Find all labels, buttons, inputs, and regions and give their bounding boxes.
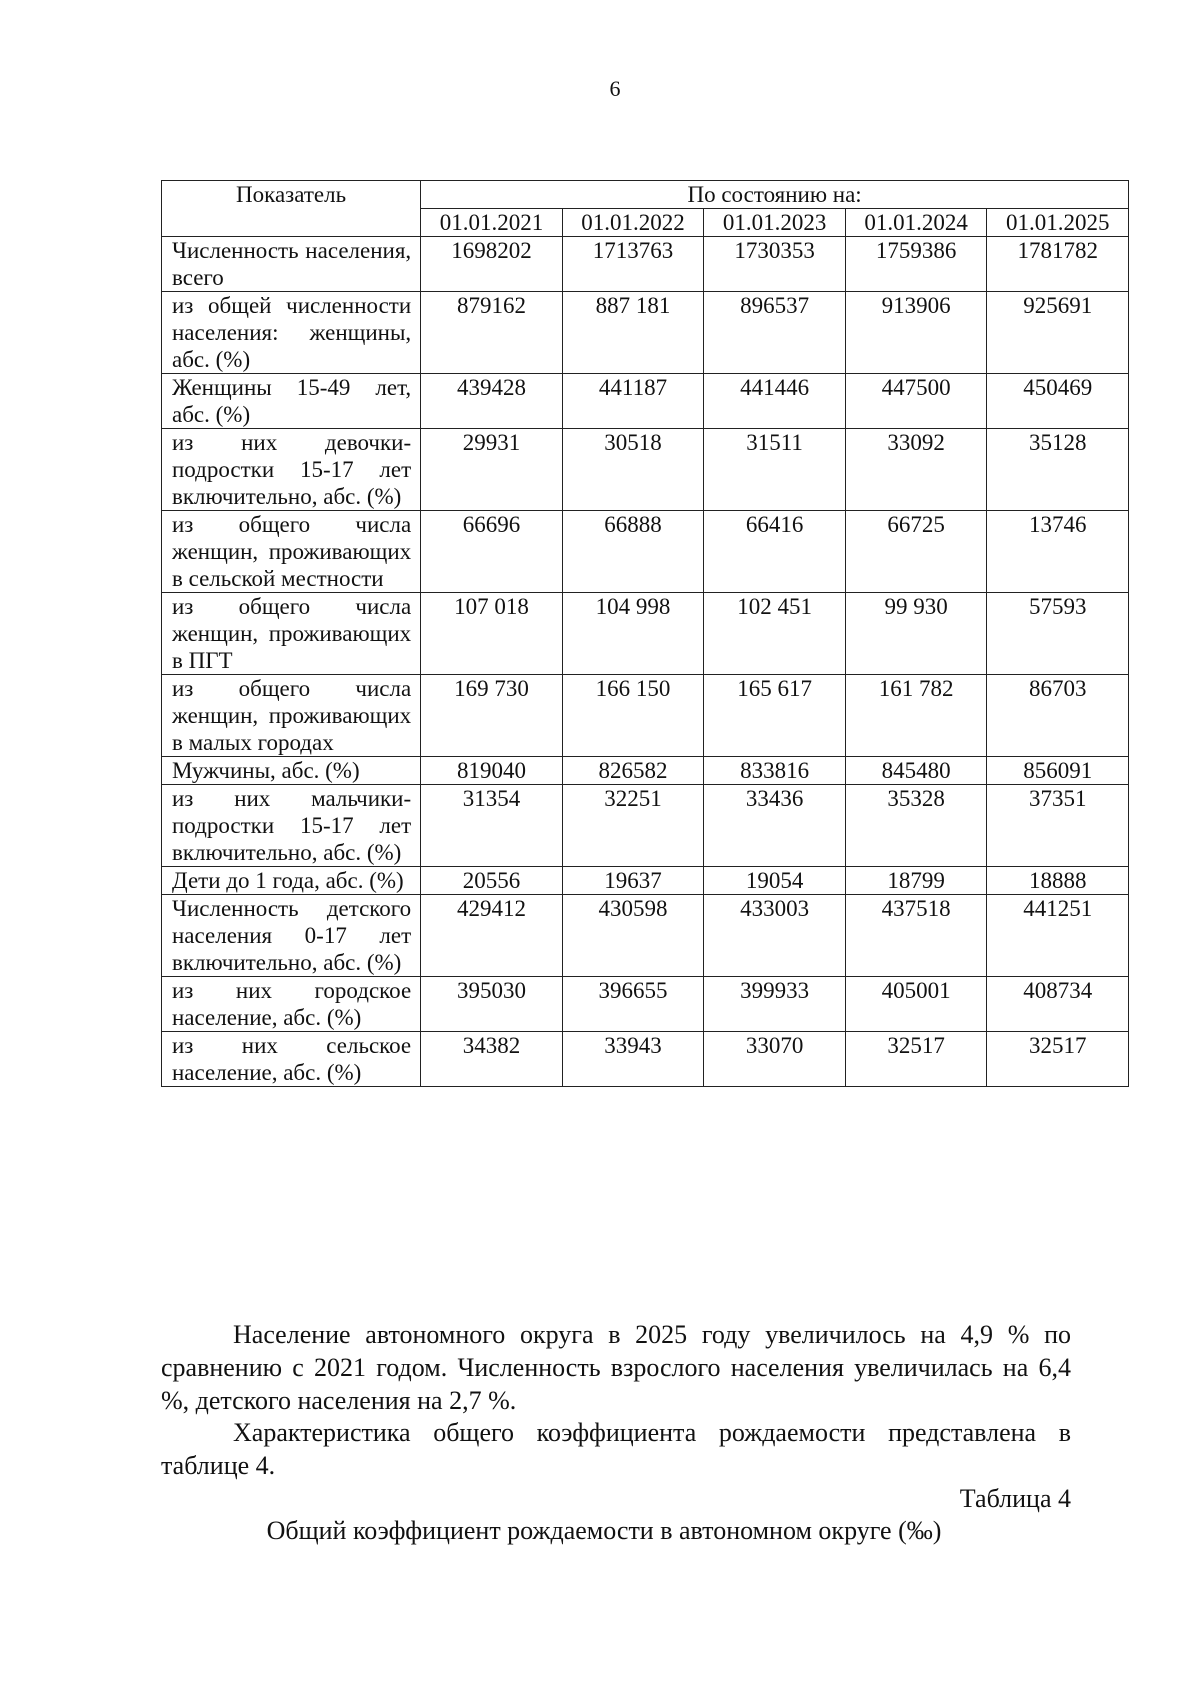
table-cell-value: 1698202: [421, 237, 563, 292]
table-cell-value: 33436: [704, 785, 846, 867]
table-cell-value: 441446: [704, 374, 846, 429]
table-cell-value: 161 782: [845, 675, 987, 757]
table-cell-value: 33070: [704, 1032, 846, 1087]
header-date: 01.01.2024: [845, 209, 987, 237]
table-cell-value: 102 451: [704, 593, 846, 675]
table-cell-value: 441251: [987, 895, 1129, 977]
table-row: [162, 593, 1129, 675]
row-label: Численность населения, всего: [162, 237, 421, 292]
table-cell-value: 433003: [704, 895, 846, 977]
row-label: Численность детского населения 0-17 лет включительно, абс. (%): [162, 895, 421, 977]
table-cell-value: 405001: [845, 977, 987, 1032]
header-date: 01.01.2021: [421, 209, 563, 237]
table-cell-value: 1713763: [562, 237, 704, 292]
table-row: [162, 675, 1129, 757]
row-label: Женщины 15-49 лет, абс. (%): [162, 374, 421, 429]
header-date: 01.01.2022: [562, 209, 704, 237]
header-indicator: Показатель: [162, 181, 421, 237]
table-cell-value: 107 018: [421, 593, 563, 675]
table-cell-value: 408734: [987, 977, 1129, 1032]
table-cell-value: 32517: [845, 1032, 987, 1087]
table-cell-value: 430598: [562, 895, 704, 977]
table-cell-value: 165 617: [704, 675, 846, 757]
table-cell-value: 169 730: [421, 675, 563, 757]
table-cell-value: 429412: [421, 895, 563, 977]
row-label: из них девочки-подростки 15-17 лет включительно, абс. (%): [162, 429, 421, 511]
table-row: [162, 977, 1129, 1032]
header-row-top: [162, 181, 1129, 209]
paragraph-birth-rate-intro: [161, 1416, 1071, 1482]
table-cell-value: 18888: [987, 867, 1129, 895]
header-date: 01.01.2025: [987, 209, 1129, 237]
row-label: из них сельское население, абс. (%): [162, 1032, 421, 1087]
table-row: [162, 292, 1129, 374]
table-cell-value: 1781782: [987, 237, 1129, 292]
paragraph-population-growth: [161, 1318, 1071, 1417]
table-cell-value: 896537: [704, 292, 846, 374]
table-cell-value: 66888: [562, 511, 704, 593]
table-row: [162, 1032, 1129, 1087]
table-cell-value: 833816: [704, 757, 846, 785]
table-caption: Таблица 4: [959, 1484, 1071, 1513]
header-date: 01.01.2023: [704, 209, 846, 237]
table-cell-value: 13746: [987, 511, 1129, 593]
table-cell-value: 450469: [987, 374, 1129, 429]
table-cell-value: 20556: [421, 867, 563, 895]
table-cell-value: 30518: [562, 429, 704, 511]
table-cell-value: 32251: [562, 785, 704, 867]
header-group: По состоянию на:: [421, 181, 1129, 209]
table-cell-value: 887 181: [562, 292, 704, 374]
table-cell-value: 441187: [562, 374, 704, 429]
row-label: из общего числа женщин, проживающих в ПГТ: [162, 593, 421, 675]
table-row: [162, 237, 1129, 292]
table-cell-value: 66416: [704, 511, 846, 593]
table-cell-value: 879162: [421, 292, 563, 374]
table-cell-value: 29931: [421, 429, 563, 511]
paragraph-text: Население автономного округа в 2025 году увеличилось на 4,9 % по сравнению с 2021 годом. Численность взрослого населения увеличилась на 6,4 %, детского населения на 2,7 %.: [161, 1320, 1071, 1415]
table-cell-value: 32517: [987, 1032, 1129, 1087]
row-label: из них городское население, абс. (%): [162, 977, 421, 1032]
row-label: Мужчины, абс. (%): [162, 757, 421, 785]
table-cell-value: 104 998: [562, 593, 704, 675]
table-cell-value: 33943: [562, 1032, 704, 1087]
table-cell-value: 31354: [421, 785, 563, 867]
table-row: [162, 785, 1129, 867]
population-table: [161, 180, 1129, 1087]
table-cell-value: 86703: [987, 675, 1129, 757]
table-title: Общий коэффициент рождаемости в автономном округе (‰): [266, 1516, 942, 1545]
table-cell-value: 913906: [845, 292, 987, 374]
table-header: [162, 181, 1129, 237]
table-cell-value: 166 150: [562, 675, 704, 757]
table-cell-value: 925691: [987, 292, 1129, 374]
table-cell-value: 1759386: [845, 237, 987, 292]
table-cell-value: 845480: [845, 757, 987, 785]
table-cell-value: 33092: [845, 429, 987, 511]
table-row: [162, 895, 1129, 977]
table-cell-value: 1730353: [704, 237, 846, 292]
table-cell-value: 66725: [845, 511, 987, 593]
row-label: из них мальчики-подростки 15-17 лет включительно, абс. (%): [162, 785, 421, 867]
table-cell-value: 447500: [845, 374, 987, 429]
table-cell-value: 819040: [421, 757, 563, 785]
row-label: из общей численности населения: женщины, абс. (%): [162, 292, 421, 374]
row-label: из общего числа женщин, проживающих в сельской местности: [162, 511, 421, 593]
table-cell-value: 99 930: [845, 593, 987, 675]
row-label: из общего числа женщин, проживающих в малых городах: [162, 675, 421, 757]
table-cell-value: 399933: [704, 977, 846, 1032]
paragraph-text: Характеристика общего коэффициента рождаемости представлена в таблице 4.: [161, 1418, 1071, 1480]
table-cell-value: 18799: [845, 867, 987, 895]
table-row: [162, 429, 1129, 511]
table-cell-value: 37351: [987, 785, 1129, 867]
table-cell-value: 19054: [704, 867, 846, 895]
table-cell-value: 856091: [987, 757, 1129, 785]
table-cell-value: 31511: [704, 429, 846, 511]
table-cell-value: 35128: [987, 429, 1129, 511]
table-body: [162, 237, 1129, 1087]
table-cell-value: 19637: [562, 867, 704, 895]
table-row: [162, 757, 1129, 785]
table-cell-value: 826582: [562, 757, 704, 785]
table-row: [162, 511, 1129, 593]
table-cell-value: 437518: [845, 895, 987, 977]
table-cell-value: 396655: [562, 977, 704, 1032]
table-cell-value: 439428: [421, 374, 563, 429]
table-cell-value: 35328: [845, 785, 987, 867]
page-number: 6: [609, 76, 621, 101]
table-cell-value: 34382: [421, 1032, 563, 1087]
row-label: Дети до 1 года, абс. (%): [162, 867, 421, 895]
table-row: [162, 374, 1129, 429]
table-row: [162, 867, 1129, 895]
table-cell-value: 57593: [987, 593, 1129, 675]
table-cell-value: 395030: [421, 977, 563, 1032]
table-cell-value: 66696: [421, 511, 563, 593]
